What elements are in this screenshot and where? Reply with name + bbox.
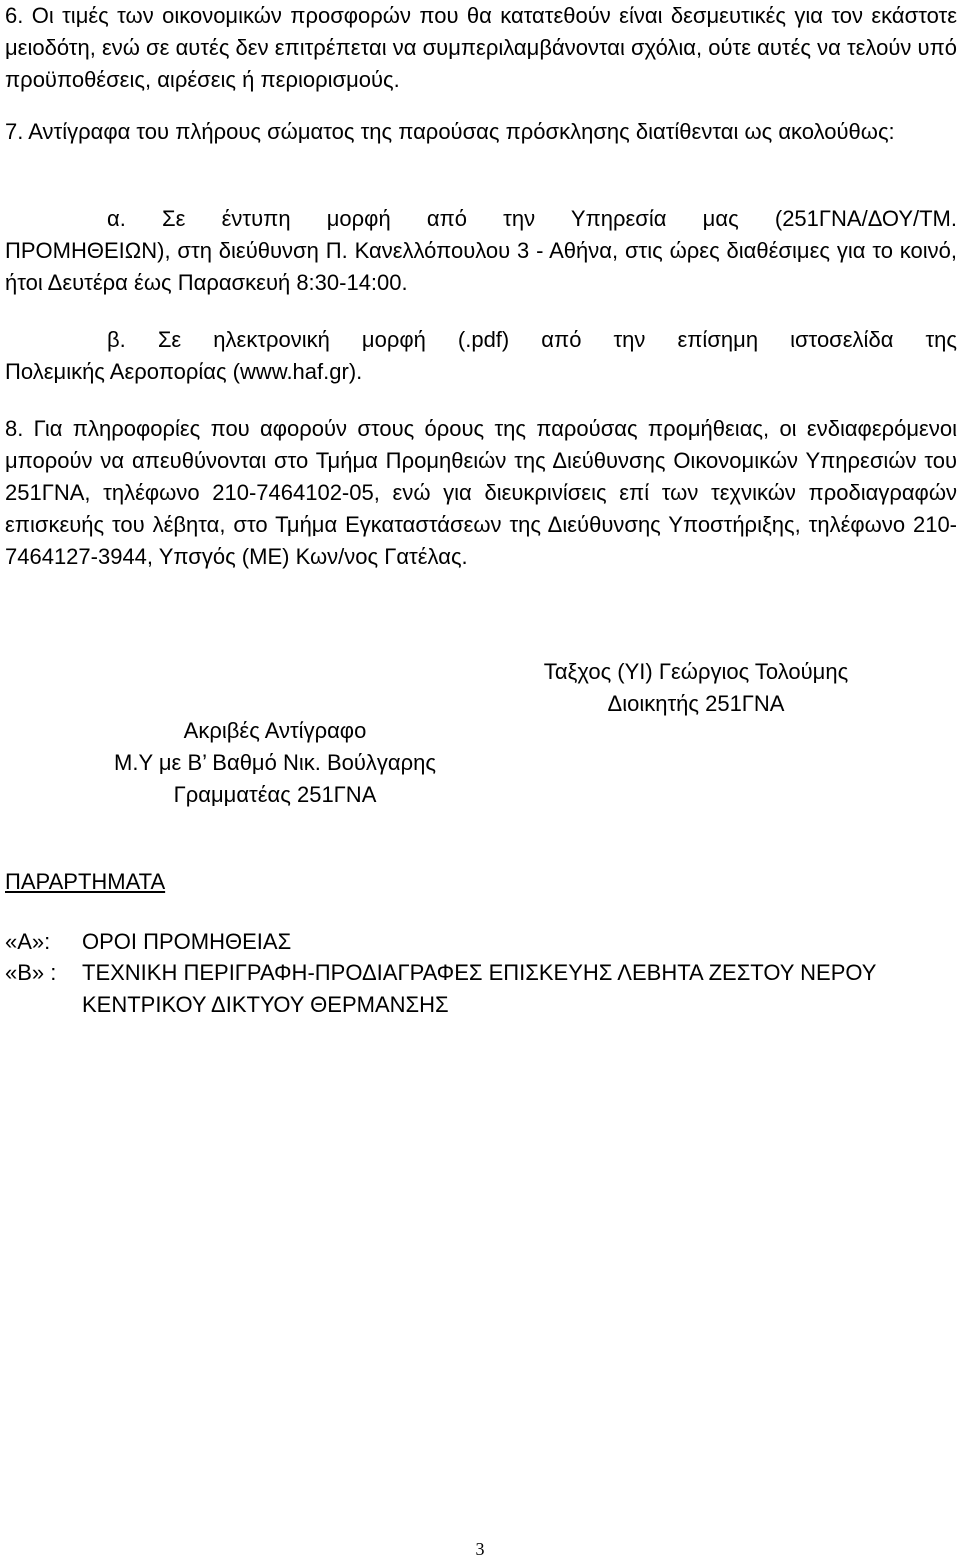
true-copy-label: Ακριβές Αντίγραφο	[183, 718, 367, 743]
paragraph-7a	[5, 203, 957, 299]
paragraph-7b-rest: Πολεμικής Αεροπορίας (www.haf.gr).	[5, 359, 363, 384]
commander-name: Ταξχος (ΥΙ) Γεώργιος Τολούμης	[543, 659, 849, 684]
appendix-title: ΤΕΧΝΙΚΗ ΠΕΡΙΓΡΑΦΗ-ΠΡΟΔΙΑΓΡΑΦΕΣ ΕΠΙΣΚΕΥΗΣ ΛΕΒΗΤΑ ΖΕΣΤΟΥ ΝΕΡΟΥ ΚΕΝΤΡΙΚΟΥ ΔΙΚΤΥΟΥ ΘΕΡΜΑΝΣΗΣ	[82, 960, 877, 1017]
appendix-key: «Β» :	[5, 960, 57, 985]
paragraph-8: 8. Για πληροφορίες που αφορούν στους όρους της παρούσας προμήθειας, οι ενδιαφερόμενοι μπορούν να απευθύνονται στο Τμήμα Προμηθειών της Διεύθυνσης Οικονομικών Υπηρεσιών του 251ΓΝΑ, τηλέφωνο 210-7464102-05, ενώ για διευκρινίσεις επί των τεχνικών προδιαγραφών επισκευής του λέβητα, στο Τμήμα Εγκαταστάσεων της Διεύθυνσης Υποστήριξης, τηλέφωνο 210-7464127-3944, Υπσγός (ΜΕ) Κων/νος Γατέλας.	[5, 416, 957, 569]
paragraph-7a-rest: ΠΡΟΜΗΘΕΙΩΝ), στη διεύθυνση Π. Κανελλόπουλου 3 - Αθήνα, στις ώρες διαθέσιμες για το κοινό, ήτοι Δευτέρα έως Παρασκευή 8:30-14:00.	[5, 238, 957, 295]
secretary-title: Γραμματέας 251ΓΝΑ	[173, 782, 377, 807]
appendices-heading: ΠΑΡΑΡΤΗΜΑΤΑ	[5, 869, 166, 894]
appendix-item-b	[5, 957, 957, 1021]
paragraph-6: 6. Οι τιμές των οικονομικών προσφορών που θα κατατεθούν είναι δεσμευτικές για τον εκάστοτε μειοδότη, ενώ σε αυτές δεν επιτρέπεται να συμπεριλαμβάνονται σχόλια, ούτε αυτές να τελούν υπό προϋποθέσεις, αιρέσεις ή περιορισμούς.	[5, 3, 957, 92]
appendix-key: «Α»:	[5, 929, 51, 954]
paragraph-7: 7. Αντίγραφα του πλήρους σώματος της παρούσας πρόσκλησης διατίθενται ως ακολούθως:	[5, 119, 895, 144]
commander-title: Διοικητής 251ΓΝΑ	[607, 691, 785, 716]
commander-signature-block	[510, 656, 882, 720]
appendix-item-a	[5, 926, 957, 958]
paragraph-7b	[5, 324, 957, 388]
appendix-title: ΟΡΟΙ ΠΡΟΜΗΘΕΙΑΣ	[82, 929, 292, 954]
page-number: 3	[475, 1539, 485, 1559]
secretary-name: Μ.Υ με Β’ Βαθμό Νικ. Βούλγαρης	[114, 750, 436, 775]
paragraph-7a-first-line: α. Σε έντυπη μορφή από την Υπηρεσία μας (251ΓΝΑ/ΔΟΥ/ΤΜ.	[107, 206, 957, 231]
true-copy-block	[50, 715, 500, 811]
paragraph-7b-first-line: β. Σε ηλεκτρονική μορφή (.pdf) από την επίσημη ιστοσελίδα της	[107, 327, 957, 352]
